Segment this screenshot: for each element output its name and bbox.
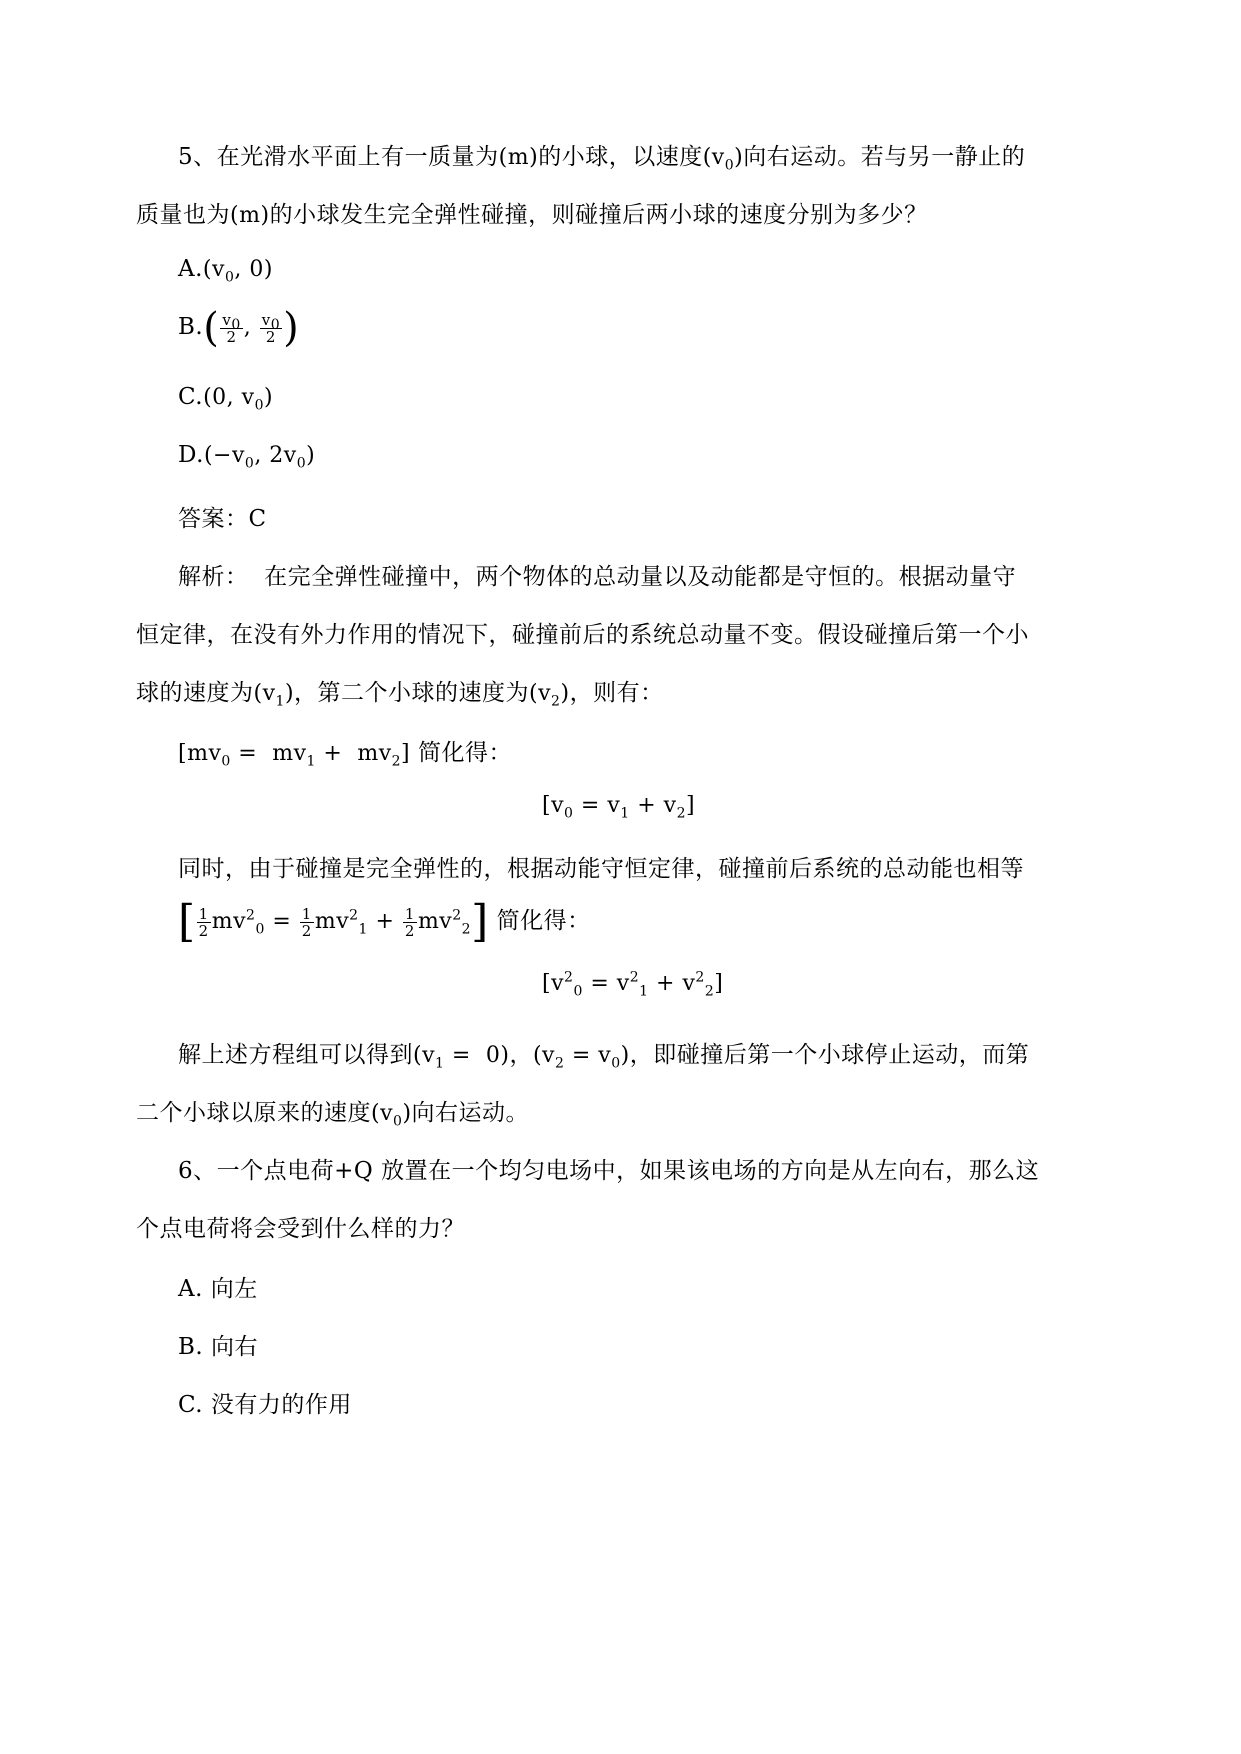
q5-text: 的小球发生完全弹性碰撞，则碰撞后两小球的速度分别为多少？	[269, 202, 928, 228]
q5-option-c	[178, 384, 274, 414]
solve-line-2	[136, 1094, 530, 1130]
energy-line: 同时，由于碰撞是完全弹性的，根据动能守恒定律，碰撞前后系统的总动能也相等	[178, 856, 1024, 882]
analysis-text: ，则有：	[569, 680, 664, 706]
math-momentum: $[mv_0 = mv_1 + mv_2]$	[178, 741, 411, 770]
q5-line-2	[136, 196, 928, 229]
math-v2: $(v_2)$	[529, 681, 570, 710]
q6-option-c: C. 没有力的作用	[178, 1392, 352, 1418]
q5-option-a	[178, 256, 273, 286]
solve-text: 向右运动。	[411, 1100, 530, 1126]
math-m: (m)	[230, 203, 270, 228]
solve-text: ，即碰撞后第一个小球停止运动，而第	[629, 1042, 1030, 1068]
solve-text: 解上述方程组可以得到	[178, 1042, 413, 1068]
option-label: B.	[178, 314, 204, 340]
math-v2-v0: $(v_2 = v_0)$	[532, 1043, 630, 1072]
math-v0: $(v_0)$	[702, 145, 744, 174]
option-label: D.	[178, 442, 204, 468]
q5-text: 向右运动。若与另一静止的	[743, 144, 1026, 170]
analysis-text: 在完全弹性碰撞中，两个物体的总动量以及动能都是守恒的。根据动量守	[264, 564, 1017, 590]
energy-equation-line	[178, 896, 591, 947]
simplified-energy	[542, 969, 724, 1000]
math-v0: $(v_0)$	[371, 1101, 412, 1130]
q5-line-1	[178, 138, 1026, 174]
math-option-b: ( $\frac{v_0}{2}$ , $\frac{v_0}{2}$ )	[203, 305, 300, 351]
math-v1: $(v_1)$	[253, 681, 295, 710]
momentum-equation-line	[178, 734, 512, 770]
simplify-label: 简化得：	[417, 740, 512, 766]
math-energy: [ $\frac{1}{2}$ $mv^2_0$ = $\frac{1}{2}$ $mv^2_1$ + $\frac{1}{2}$ $mv^2_2$]	[178, 896, 489, 947]
option-label: A.	[178, 256, 203, 282]
q5-option-b	[178, 305, 300, 351]
q5-analysis-line-1	[178, 558, 1016, 591]
math-v1-zero: $(v_1 = 0)$	[413, 1043, 510, 1072]
simplify-label: 简化得：	[496, 908, 591, 934]
solve-text: ，	[509, 1042, 533, 1068]
analysis-label: 解析：	[178, 564, 249, 590]
q5-text: 的小球，以速度	[538, 144, 703, 170]
q6-line-1: 6、一个点电荷+Q 放置在一个均匀电场中，如果该电场的方向是从左向右，那么这	[178, 1158, 1040, 1184]
q5-text: 质量也为	[136, 202, 230, 228]
q5-analysis-line-2: 恒定律，在没有外力作用的情况下，碰撞前后的系统总动量不变。假设碰撞后第一个小	[136, 622, 1029, 648]
analysis-text: 球的速度为	[136, 680, 254, 706]
math-m: (m)	[498, 145, 539, 170]
math-option-d: ($-v_0$, $2v_0$)	[203, 443, 316, 472]
q6-option-a: A. 向左	[178, 1276, 258, 1302]
simplified-momentum	[542, 792, 696, 822]
solve-text: 二个小球以原来的速度	[136, 1100, 371, 1126]
math-option-c: (0, $v_0$)	[203, 385, 274, 414]
q5-text: 5、在光滑水平面上有一质量为	[178, 144, 499, 170]
solve-line-1	[178, 1036, 1030, 1072]
q6-line-2: 个点电荷将会受到什么样的力？	[136, 1216, 465, 1242]
math-simplified-momentum: $[v_0 = v_1 + v_2]$	[542, 793, 696, 822]
math-simplified-energy: $[v^2_0 = v^2_1 + v^2_2]$	[542, 969, 724, 1000]
q5-option-d	[178, 442, 316, 472]
q5-answer: 答案：C	[178, 506, 267, 532]
q6-option-b: B. 向右	[178, 1334, 259, 1360]
q5-analysis-line-3	[136, 674, 664, 710]
analysis-text: ，第二个小球的速度为	[294, 680, 530, 706]
option-label: C.	[178, 384, 204, 410]
math-option-a: ($v_0$, 0)	[202, 257, 273, 286]
